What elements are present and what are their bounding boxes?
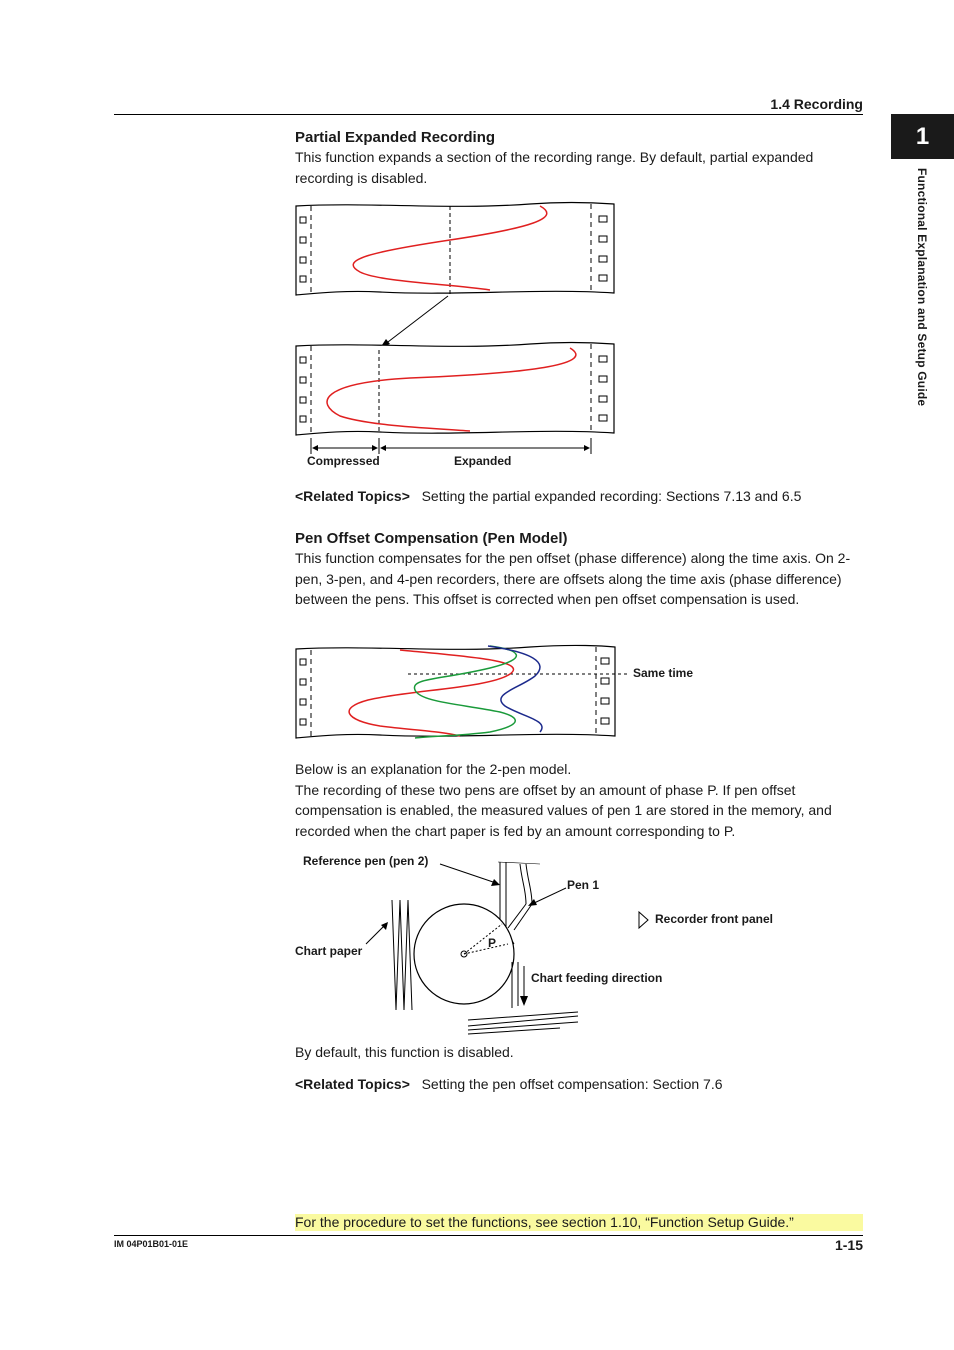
chart-paper-bottom — [296, 342, 614, 435]
label-chart-paper: Chart paper — [295, 944, 363, 958]
header-rule — [114, 114, 863, 115]
related-label: <Related Topics> — [295, 488, 410, 504]
related-topics-pen-offset — [295, 1076, 723, 1092]
label-phase-p: P — [488, 936, 497, 950]
footer-rule — [114, 1235, 863, 1236]
heading-partial-expanded: Partial Expanded Recording — [295, 129, 496, 146]
chapter-side-title: Functional Explanation and Setup Guide — [915, 168, 929, 407]
label-expanded: Expanded — [454, 454, 512, 468]
label-same-time: Same time — [633, 666, 694, 680]
paragraph-partial-expanded: This function expands a section of the recording range. By default, partial expanded recording is disabled. — [295, 149, 814, 186]
label-chart-feeding-direction: Chart feeding direction — [531, 971, 663, 985]
chart-paper-top — [296, 202, 614, 295]
setup-guide-note: For the procedure to set the functions, see section 1.10, “Function Setup Guide.” — [295, 1214, 863, 1231]
section-title: 1.4 Recording — [770, 96, 863, 112]
related-text: Setting the partial expanded recording: Sections 7.13 and 6.5 — [421, 488, 802, 504]
related-topics-partial — [295, 488, 801, 504]
paragraph-pen-offset: This function compensates for the pen offset (phase difference) along the time axis. On 2-pen, 3-pen, and 4-pen recorders, there are offsets along the time axis (phase difference) between the pens. This offset is corrected when pen offset compensation is used. — [295, 550, 851, 608]
label-pen1: Pen 1 — [567, 878, 600, 892]
page-number: 1-15 — [834, 1237, 863, 1253]
label-compressed: Compressed — [307, 454, 380, 468]
recorder-front-panel-icon — [637, 910, 651, 930]
label-reference-pen: Reference pen (pen 2) — [303, 854, 429, 868]
paragraph-default-disabled: By default, this function is disabled. — [295, 1044, 514, 1060]
heading-pen-offset: Pen Offset Compensation (Pen Model) — [295, 530, 568, 547]
document-id: IM 04P01B01-01E — [114, 1239, 189, 1249]
related-label: <Related Topics> — [295, 1076, 410, 1092]
related-text: Setting the pen offset compensation: Section 7.6 — [421, 1076, 723, 1092]
partial-expanded-figure — [290, 198, 625, 470]
pen-offset-figure — [290, 640, 630, 744]
label-recorder-front-panel: Recorder front panel — [655, 912, 774, 926]
chapter-tab: 1 — [891, 114, 954, 159]
paragraph-two-pen-explanation: The recording of these two pens are offset by an amount of phase P. If pen offset compensation is enabled, the measured values of pen 1 are stored in the memory, and recorded when the chart paper is fed by an amount corresponding to P. — [295, 781, 832, 840]
paragraph-two-pen-intro: Below is an explanation for the 2-pen model. — [295, 761, 572, 777]
